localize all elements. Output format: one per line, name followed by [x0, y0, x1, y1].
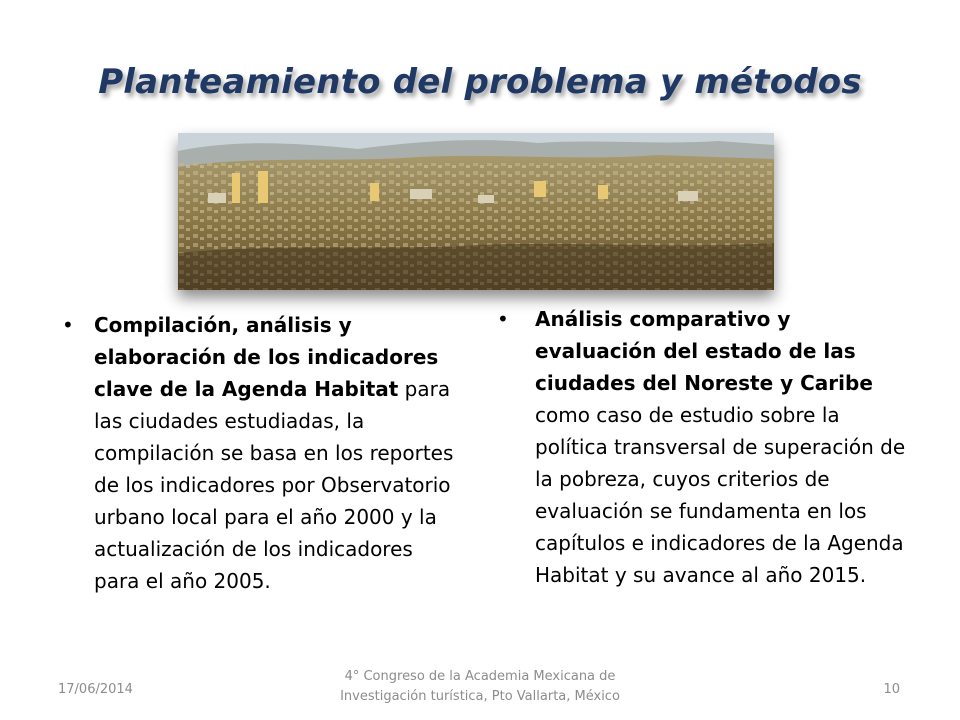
- right-bullet-item: [497, 303, 907, 591]
- bullet-marker: •: [62, 313, 74, 337]
- footer-page-number: 10: [883, 682, 900, 697]
- left-bullet-rest: para las ciudades estudiadas, la compilación se basa en los reportes de los indicadores por Observatorio urbano local para el año 2000 y la actualización de los indicadores para el año 2005.: [94, 377, 454, 593]
- city-panorama-image: [178, 133, 774, 290]
- footer-event: 4° Congreso de la Academia Mexicana de Investigación turística, Pto Vallarta, México: [340, 669, 620, 704]
- bullet-marker: •: [497, 307, 509, 331]
- slide-title: Planteamiento del problema y métodos: [98, 62, 862, 102]
- footer-date: 17/06/2014: [58, 682, 133, 697]
- left-bullet-bold: Compilación, análisis y elaboración de los indicadores clave de la Agenda Habitat: [94, 313, 439, 401]
- left-bullet-text: [62, 309, 462, 597]
- right-bullet-rest: como caso de estudio sobre la política transversal de superación de la pobreza, cuyos criterios de evaluación se fundamenta en los capítulos e indicadores de la Agenda Habitat y su avance al año 2015.: [535, 403, 906, 587]
- right-bullet-bold: Análisis comparativo y evaluación del estado de las ciudades del Noreste y Caribe: [535, 307, 873, 395]
- right-bullet-text: [497, 303, 907, 591]
- left-bullet-item: [62, 309, 462, 597]
